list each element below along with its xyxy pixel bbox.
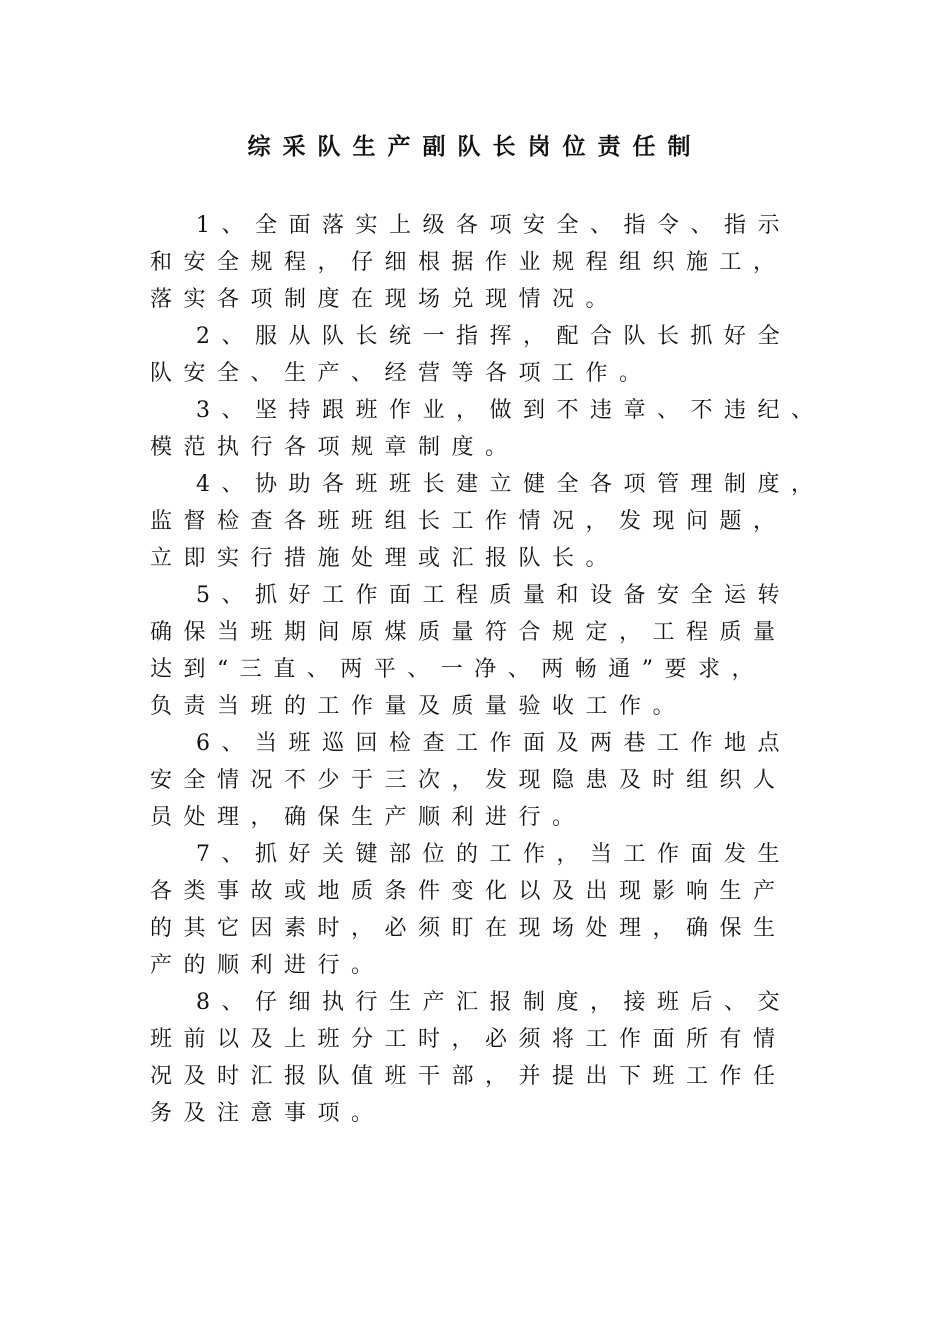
paragraph-2-line-2: 队安全、生产、经营等各项工作。	[150, 361, 653, 386]
paragraph-4-line-3: 立即实行措施处理或汇报队长。	[150, 546, 620, 571]
paragraph-5-line-3: 达到“三直、两平、一净、两畅通”要求，	[150, 657, 765, 682]
paragraph-1-line-2: 和安全规程，仔细根据作业规程组织施工，	[150, 250, 787, 275]
paragraph-1-line-3: 落实各项制度在现场兑现情况。	[150, 287, 620, 312]
paragraph-7-line-1: 7、抓好关键部位的工作，当工作面发生	[196, 842, 791, 867]
paragraph-7-line-3: 的其它因素时，必须盯在现场处理，确保生	[150, 916, 787, 941]
paragraph-3-line-2: 模范执行各项规章制度。	[150, 435, 519, 460]
paragraph-5-line-1: 5、抓好工作面工程质量和设备安全运转	[196, 583, 791, 608]
paragraph-3-line-1: 3、坚持跟班作业，做到不违章、不违纪、	[196, 398, 825, 423]
paragraph-8-line-3: 况及时汇报队值班干部，并提出下班工作任	[150, 1064, 787, 1089]
paragraph-8-line-4: 务及注意事项。	[150, 1101, 385, 1126]
paragraph-4-line-1: 4、协助各班班长建立健全各项管理制度，	[196, 472, 825, 497]
paragraph-7-line-4: 产的顺利进行。	[150, 953, 385, 978]
paragraph-5-line-4: 负责当班的工作量及质量验收工作。	[150, 694, 687, 719]
paragraph-7-line-2: 各类事故或地质条件变化以及出现影响生产	[150, 879, 787, 904]
paragraph-8-line-2: 班前以及上班分工时，必须将工作面所有情	[150, 1027, 787, 1052]
paragraph-6-line-3: 员处理，确保生产顺利进行。	[150, 805, 586, 830]
paragraph-5-line-2: 确保当班期间原煤质量符合规定，工程质量	[150, 620, 787, 645]
paragraph-2-line-1: 2、服从队长统一指挥，配合队长抓好全	[196, 324, 791, 349]
paragraph-4-line-2: 监督检查各班班组长工作情况，发现问题，	[150, 509, 787, 534]
paragraph-8-line-1: 8、仔细执行生产汇报制度，接班后、交	[196, 990, 791, 1015]
paragraph-6-line-2: 安全情况不少于三次，发现隐患及时组织人	[150, 768, 787, 793]
paragraph-6-line-1: 6、当班巡回检查工作面及两巷工作地点	[196, 731, 791, 756]
paragraph-1-line-1: 1、全面落实上级各项安全、指令、指示	[196, 213, 791, 238]
document-title: 综采队生产副队长岗位责任制	[247, 133, 703, 160]
